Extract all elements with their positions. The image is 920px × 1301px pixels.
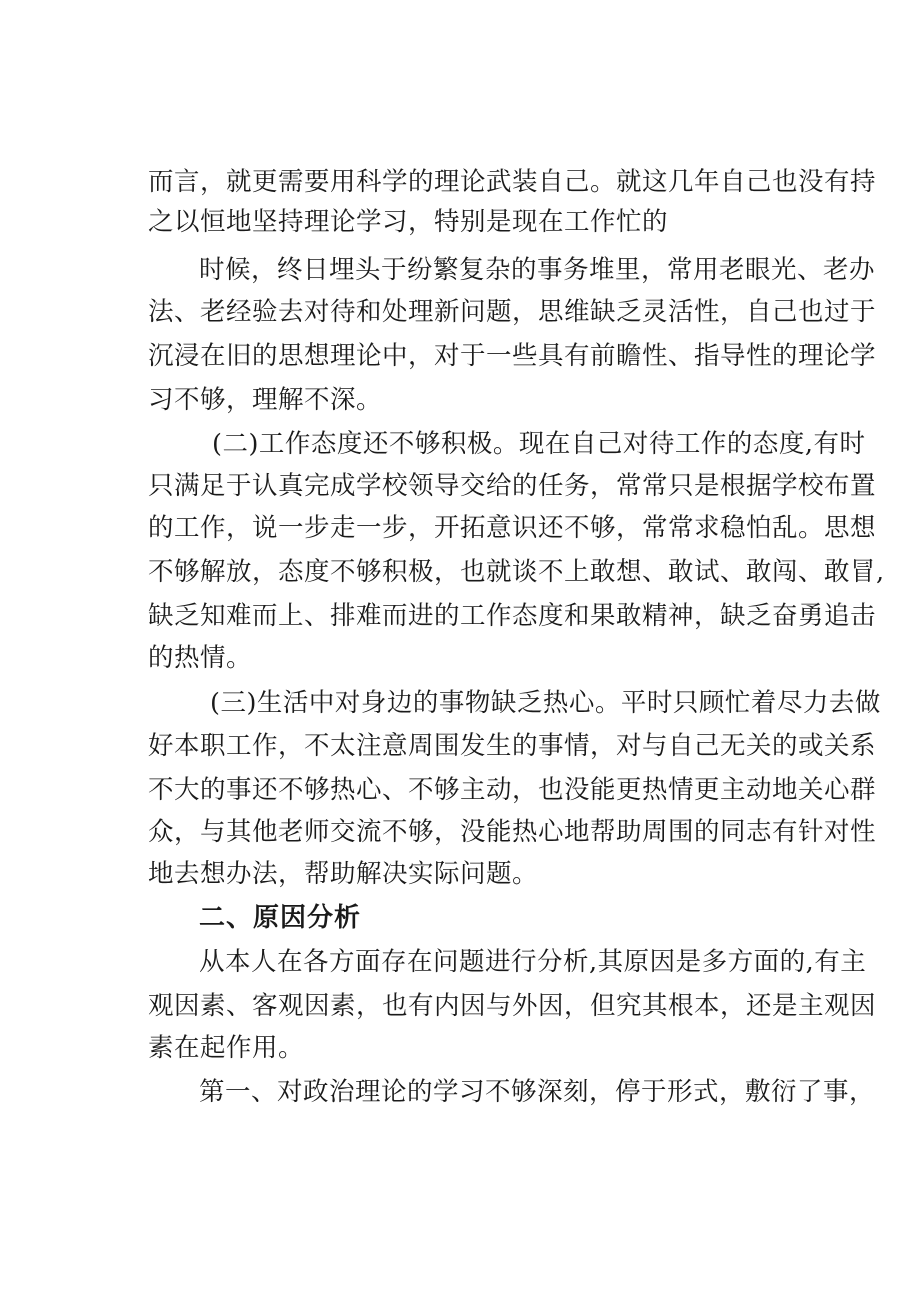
text-line: 地去想办法，帮助解决实际问题。 xyxy=(148,859,539,889)
text-line: 众，与其他老师交流不够，没能热心地帮助周围的同志有针对性 xyxy=(148,817,877,847)
text-line: 沉浸在旧的思想理论中，对于一些具有前瞻性、指导性的理论学 xyxy=(148,341,877,371)
text-line: (三)生活中对身边的事物缺乏热心。平时只顾忙着尽力去做 xyxy=(210,688,881,718)
text-line: 好本职工作，不太注意周围发生的事情，对与自己无关的或关系 xyxy=(148,731,877,761)
section-heading: 二、原因分析 xyxy=(199,903,362,933)
text-line: 的热情。 xyxy=(148,643,253,673)
text-line: 之以恒地坚持理论学习，特别是现在工作忙的 xyxy=(148,207,669,237)
text-line: 的工作，说一步走一步，开拓意识还不够，常常求稳怕乱。思想 xyxy=(148,513,877,543)
text-line: 而言，就更需要用科学的理论武装自己。就这几年自己也没有持 xyxy=(148,167,877,197)
text-line: 习不够，理解不深。 xyxy=(148,385,383,415)
text-line: 从本人在各方面存在问题进行分析,其原因是多方面的,有主 xyxy=(199,947,867,977)
text-line: 素在起作用。 xyxy=(148,1033,305,1063)
text-line: 不够解放，态度不够积极，也就谈不上敢想、敢试、敢闯、敢冒, xyxy=(148,557,885,587)
text-line: 第一、对政治理论的学习不够深刻，停于形式，敷衍了事， xyxy=(199,1077,876,1107)
text-line: 缺乏知难而上、排难而进的工作态度和果敢精神，缺乏奋勇追击 xyxy=(148,601,877,631)
text-line: 法、老经验去对待和处理新问题，思维缺乏灵活性，自己也过于 xyxy=(148,297,877,327)
text-line: 时候，终日埋头于纷繁复杂的事务堆里，常用老眼光、老办 xyxy=(199,255,876,285)
text-line: (二)工作态度还不够积极。现在自己对待工作的态度,有时 xyxy=(212,429,866,459)
text-line: 观因素、客观因素，也有内因与外因，但究其根本，还是主观因 xyxy=(148,991,877,1021)
text-line: 不大的事还不够热心、不够主动，也没能更热情更主动地关心群 xyxy=(148,775,877,805)
text-line: 只满足于认真完成学校领导交给的任务，常常只是根据学校布置 xyxy=(148,471,877,501)
